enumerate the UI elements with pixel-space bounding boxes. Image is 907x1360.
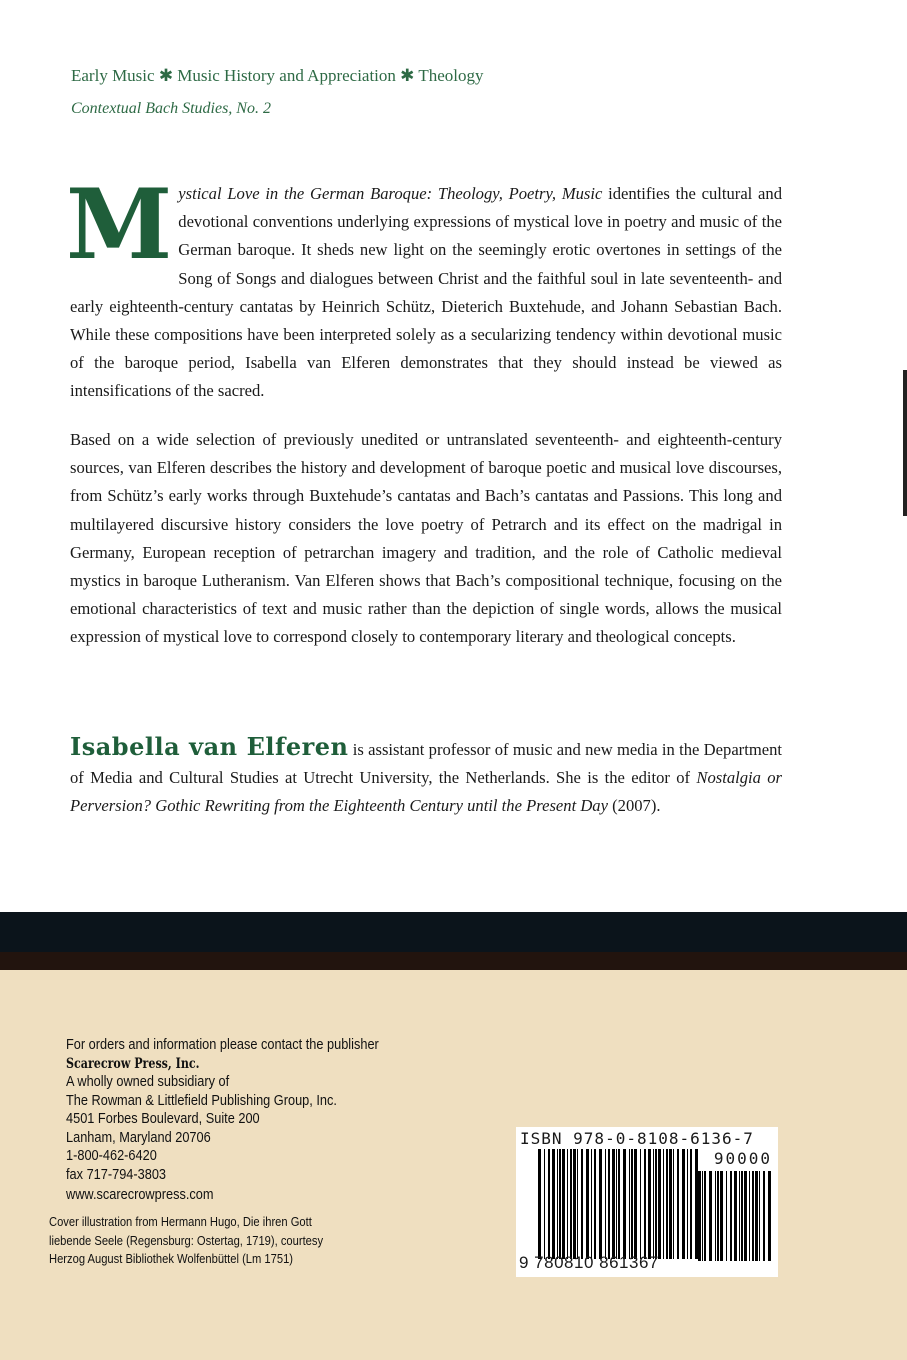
barcode-bar <box>586 1149 589 1259</box>
barcode-bar <box>623 1149 626 1259</box>
barcode-bar <box>720 1171 723 1261</box>
barcode-bar <box>548 1149 550 1259</box>
barcode-bar <box>717 1171 719 1261</box>
author-name: Isabella van Elferen <box>70 732 349 761</box>
barcode-bar <box>594 1149 596 1259</box>
description-paragraph-2: Based on a wide selection of previously unedited or untranslated seventeenth- and eighteenth-century sources, van Elferen describes the history and development of baroque poetic and musical love discourses, from Schütz’s early works through Buxtehude’s cantatas and Bach’s cantatas and Passions. This long and multilayered discursive history considers the love poetry of Petrarch and its effect on the madrigal in Germany, European reception of petrarchan imagery and tradition, and the role of Catholic medieval mystics in baroque Lutheranism. Van Elferen shows that Bach’s compositional technique, focusing on the emotional characteristics of text and music rather than the depiction of single words, allows the musical expression of mystical love to correspond closely to contemporary literary and theological concepts. <box>70 430 782 647</box>
barcode-bar <box>629 1149 630 1259</box>
publisher-name: Scarecrow Press, Inc. <box>66 1055 200 1072</box>
publisher-info <box>66 1036 379 1205</box>
barcode-bar <box>687 1149 688 1259</box>
barcode-bar <box>709 1171 712 1261</box>
barcode-bar <box>562 1149 565 1259</box>
barcode-bar <box>612 1149 615 1259</box>
barcode-bar <box>666 1149 668 1259</box>
barcode-bar <box>567 1149 568 1259</box>
barcode-bar <box>552 1149 555 1259</box>
publisher-address: 4501 Forbes Boulevard, Suite 200 <box>66 1111 260 1127</box>
publisher-city: Lanham, Maryland 20706 <box>66 1129 211 1146</box>
barcode-bar <box>618 1149 620 1259</box>
barcode-bar <box>702 1171 703 1261</box>
barcode-bar <box>715 1171 716 1261</box>
barcode-bar <box>749 1171 750 1261</box>
barcode-bar <box>608 1149 610 1259</box>
subject-categories: Early Music ✱ Music History and Appreciation ✱ Theology <box>71 66 484 85</box>
barcode-bar <box>655 1149 657 1259</box>
bio-text: is assistant professor of music and new media in the Department of Media and Cultural Studies at Utrecht University, the Netherlands. She is the editor of <box>70 740 782 788</box>
barcode-bar <box>538 1149 541 1259</box>
barcode-bar <box>755 1171 758 1261</box>
publisher-fax: fax 717-794-3803 <box>66 1166 167 1183</box>
credit-line: liebende Seele (Regensburg: Ostertag, 1719), courtesy <box>49 1232 324 1248</box>
barcode-bar <box>557 1149 558 1259</box>
ean-digits: 9 780810 861367 <box>519 1253 659 1272</box>
barcode-bar <box>759 1171 760 1261</box>
barcode-bar <box>559 1149 561 1259</box>
publisher-subsidiary: A wholly owned subsidiary of <box>66 1074 230 1090</box>
credit-line: Herzog August Bibliothek Wolfenbüttel (Lm 1751) <box>49 1251 294 1266</box>
barcode-bar <box>677 1149 679 1259</box>
barcode-bar <box>573 1149 576 1259</box>
barcode-bar <box>768 1171 771 1261</box>
description-paragraph-1 <box>66 168 782 406</box>
barcode-bar <box>591 1149 592 1259</box>
drop-cap: M <box>66 168 173 281</box>
barcode-bar <box>653 1149 654 1259</box>
bio-year: (2007). <box>607 796 661 816</box>
price-barcode-bars <box>698 1171 772 1261</box>
barcode-bar <box>616 1149 617 1259</box>
price-code: 90000 <box>713 1149 772 1168</box>
barcode-bar <box>605 1149 606 1259</box>
barcode-bar <box>734 1171 737 1261</box>
barcode-bar <box>640 1149 641 1259</box>
barcode-bar <box>690 1149 692 1259</box>
barcode-bar <box>752 1171 754 1261</box>
barcode-bar <box>739 1171 740 1261</box>
barcode-bar <box>599 1149 602 1259</box>
publisher-website[interactable]: www.scarecrowpress.com <box>66 1187 214 1203</box>
description-text: identifies the cultural and devotional conventions underlying expressions of mystical love in poetry and music of the German baroque. It sheds new light on the seemingly erotic overtones in settings of the Song of Songs and dialogues between Christ and the faithful soul in late seventeenth- and early eighteenth-century cantatas by Heinrich Schütz, Dieterich Buxtehude, and Johann Sebastian Bach. While these compositions have been interpreted solely as a secularizing tendency within devotional music of the baroque period, Isabella van Elferen demonstrates that they should instead be viewed as intensifications of the sacred. <box>70 184 782 401</box>
dark-band <box>0 912 907 952</box>
barcode-bar <box>763 1171 765 1261</box>
barcode-bar <box>744 1171 747 1261</box>
credit-line: Cover illustration from Hermann Hugo, Die ihren Gott <box>49 1214 312 1229</box>
barcode-bar <box>669 1149 672 1259</box>
barcode-bar <box>634 1149 637 1259</box>
barcode-bar <box>570 1149 572 1259</box>
publisher-intro: For orders and information please contact the publisher <box>66 1037 379 1053</box>
barcode-bar <box>631 1149 633 1259</box>
barcode-bar <box>658 1149 661 1259</box>
barcode-bar <box>577 1149 578 1259</box>
barcode-bar <box>581 1149 583 1259</box>
barcode-bar <box>730 1171 732 1261</box>
edge-strip <box>903 370 907 516</box>
brown-band <box>0 952 907 970</box>
barcode-bar <box>704 1171 706 1261</box>
isbn-barcode <box>516 1127 778 1277</box>
barcode-bar <box>682 1149 685 1259</box>
isbn-text: ISBN 978-0-8108-6136-7 <box>520 1129 754 1148</box>
barcode-bar <box>644 1149 646 1259</box>
series-title: Contextual Bach Studies, No. 2 <box>71 100 271 117</box>
barcode-bar <box>544 1149 545 1259</box>
barcode-bar <box>698 1171 701 1261</box>
publisher-phone: 1-800-462-6420 <box>66 1148 157 1164</box>
cover-credit <box>49 1213 323 1269</box>
author-bio <box>70 733 782 821</box>
barcode-bar <box>741 1171 743 1261</box>
publisher-parent: The Rowman & Littlefield Publishing Group, Inc. <box>66 1092 337 1109</box>
book-title: ystical Love in the German Baroque: Theology, Poetry, Music <box>178 184 603 203</box>
barcode-bar <box>663 1149 664 1259</box>
barcode-bar <box>648 1149 651 1259</box>
barcode-bars <box>538 1149 703 1259</box>
barcode-bar <box>726 1171 727 1261</box>
barcode-bar <box>673 1149 674 1259</box>
other-book-title: Nostalgia or Perversion? Gothic Rewriting from the Eighteenth Century until the Present Day <box>70 768 783 816</box>
